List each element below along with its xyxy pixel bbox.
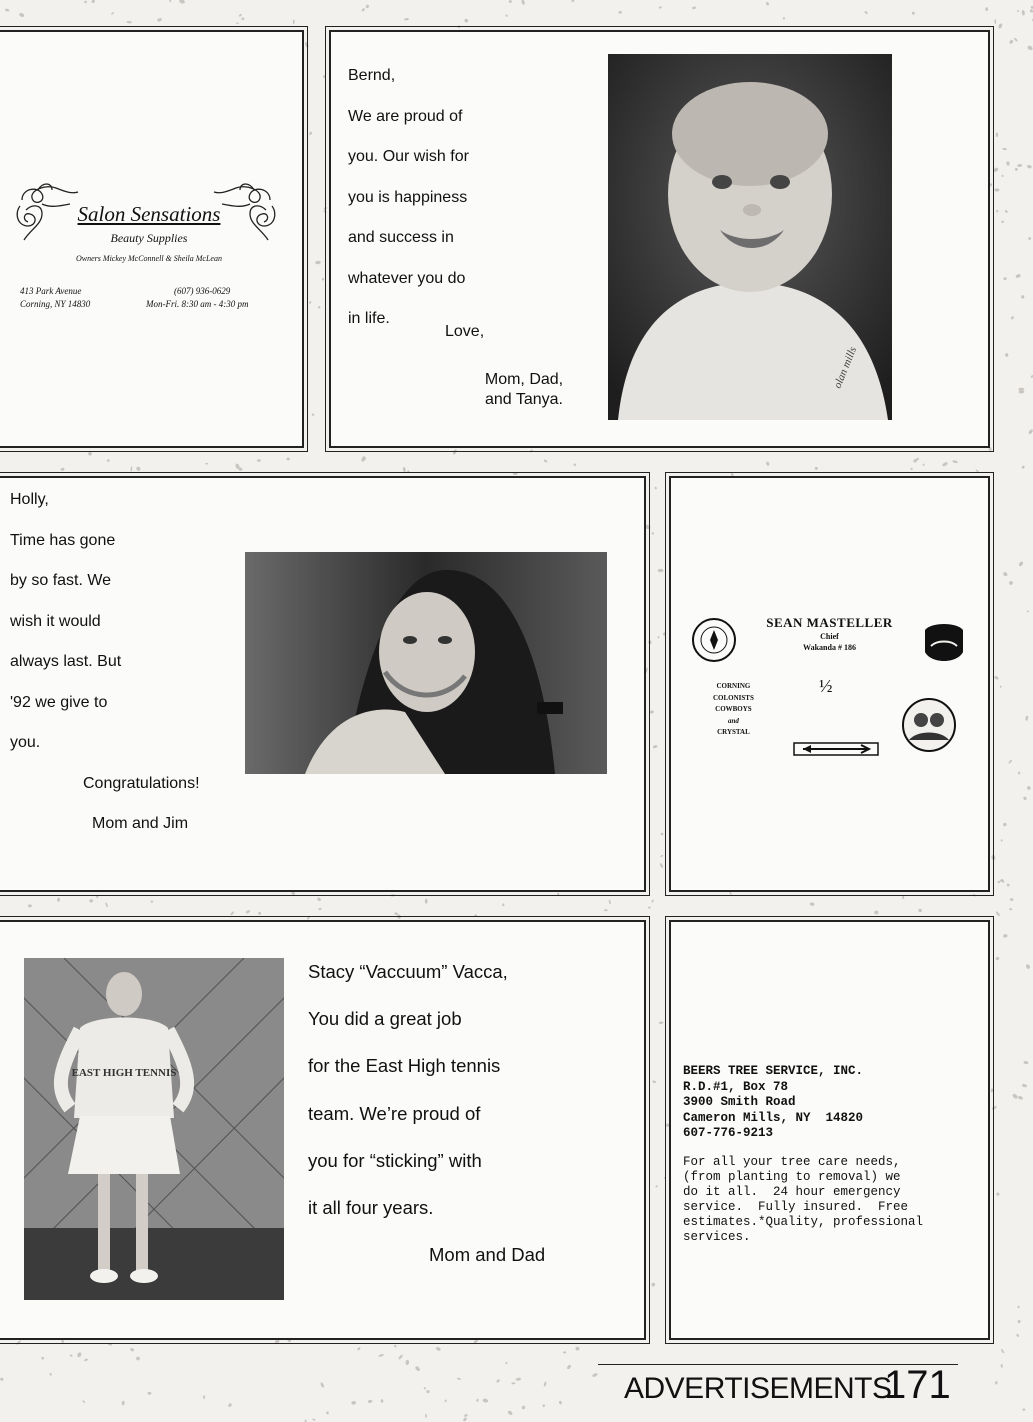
salon-name: Salon Sensations (77, 202, 221, 226)
photo-watermark: olan mills (831, 345, 860, 391)
bernd-signoff-line2: and Tanya. (485, 391, 563, 408)
bernd-line: in life. (348, 310, 390, 327)
baby-photo (608, 54, 892, 420)
holly-line: you. (10, 734, 41, 751)
bernd-line: whatever you do (348, 269, 466, 287)
scout-list-item: and (727, 716, 739, 725)
scout-unit: Wakanda # 186 (803, 643, 856, 652)
salon-phone: (607) 936-0629 (174, 286, 231, 296)
sean-masteller-ad (669, 476, 990, 892)
stacy-line: You did a great job (308, 1008, 462, 1030)
scout-team-list (713, 681, 754, 739)
bernd-signoff-line1: Mom, Dad, (484, 371, 564, 388)
bernd-signoff (469, 370, 579, 410)
bernd-line: and success in (348, 229, 454, 246)
bernd-line: We are proud of (348, 107, 463, 125)
scout-list-item: COWBOYS (715, 705, 752, 713)
beers-header: BEERS TREE SERVICE, INC. R.D.#1, Box 78 3900 Smith Road Cameron Mills, NY 14820 607-776-9213 (683, 1064, 864, 1140)
stacy-message (308, 948, 545, 1278)
order-of-arrow-sash-icon (793, 742, 879, 756)
bernd-line: you is happiness (348, 188, 468, 206)
holly-message (10, 480, 200, 845)
beers-body: For all your tree care needs, (from planting to removal) we do it all. 24 hour emergency service. Fully insured. Free estimates.*Quality, professional services. (683, 1155, 924, 1244)
bernd-line: Bernd, (348, 67, 396, 84)
scout-middle-mark: ½ (819, 676, 833, 696)
holly-signoff: Mom and Jim (92, 815, 189, 832)
scout-seal-icon (899, 696, 959, 754)
holly-line: '92 we give to (10, 693, 108, 711)
stacy-line: Stacy “Vaccuum” Vacca, (308, 961, 508, 982)
scout-list-item: COLONISTS (713, 693, 754, 702)
scout-list-item: CORNING (716, 682, 751, 690)
stacy-signoff: Mom and Dad (429, 1244, 546, 1266)
scout-role: Chief (820, 632, 839, 641)
shirt-text: EAST HIGH TENNIS (71, 1067, 177, 1079)
holly-line: wish it would (10, 612, 101, 630)
salon-address-line2: Corning, NY 14830 (20, 299, 91, 309)
holly-line: Time has gone (10, 531, 116, 549)
scout-name: SEAN MASTELLER (766, 615, 893, 630)
beers-tree-service-ad (669, 920, 990, 1340)
holly-line: by so fast. We (10, 572, 112, 589)
scout-list-item: CRYSTAL (717, 728, 750, 736)
stacy-photo (24, 958, 284, 1300)
salon-subtitle: Beauty Supplies (110, 231, 188, 245)
section-title: ADVERTISEMENTS (624, 1372, 892, 1405)
salon-address (20, 285, 90, 311)
holly-closing: Congratulations! (83, 774, 200, 792)
bernd-message (348, 56, 469, 340)
holly-line: always last. But (10, 653, 122, 670)
bernd-closing: Love, (445, 323, 485, 340)
holly-photo (245, 552, 607, 774)
holly-line: Holly, (10, 491, 49, 508)
salon-owners: Owners Mickey McConnell & Sheila McLean (76, 254, 222, 263)
stacy-line: team. We’re proud of (308, 1102, 481, 1124)
holly-ad (0, 476, 646, 892)
bernd-line: you. Our wish for (348, 148, 469, 165)
stacy-line: for the East High tennis (308, 1055, 501, 1077)
stacy-ad (0, 920, 646, 1340)
bernd-ad (329, 30, 990, 448)
salon-contact (146, 285, 249, 311)
salon-hours: Mon-Fri. 8:30 am - 4:30 pm (146, 299, 249, 309)
salon-sensations-ad (0, 30, 304, 448)
page-number: 171 (884, 1363, 951, 1407)
salon-address-line1: 413 Park Avenue (20, 286, 82, 296)
stacy-line: you for “sticking” with (308, 1149, 482, 1171)
stacy-line: it all four years. (308, 1197, 434, 1219)
jamboree-badge-icon (921, 620, 967, 668)
